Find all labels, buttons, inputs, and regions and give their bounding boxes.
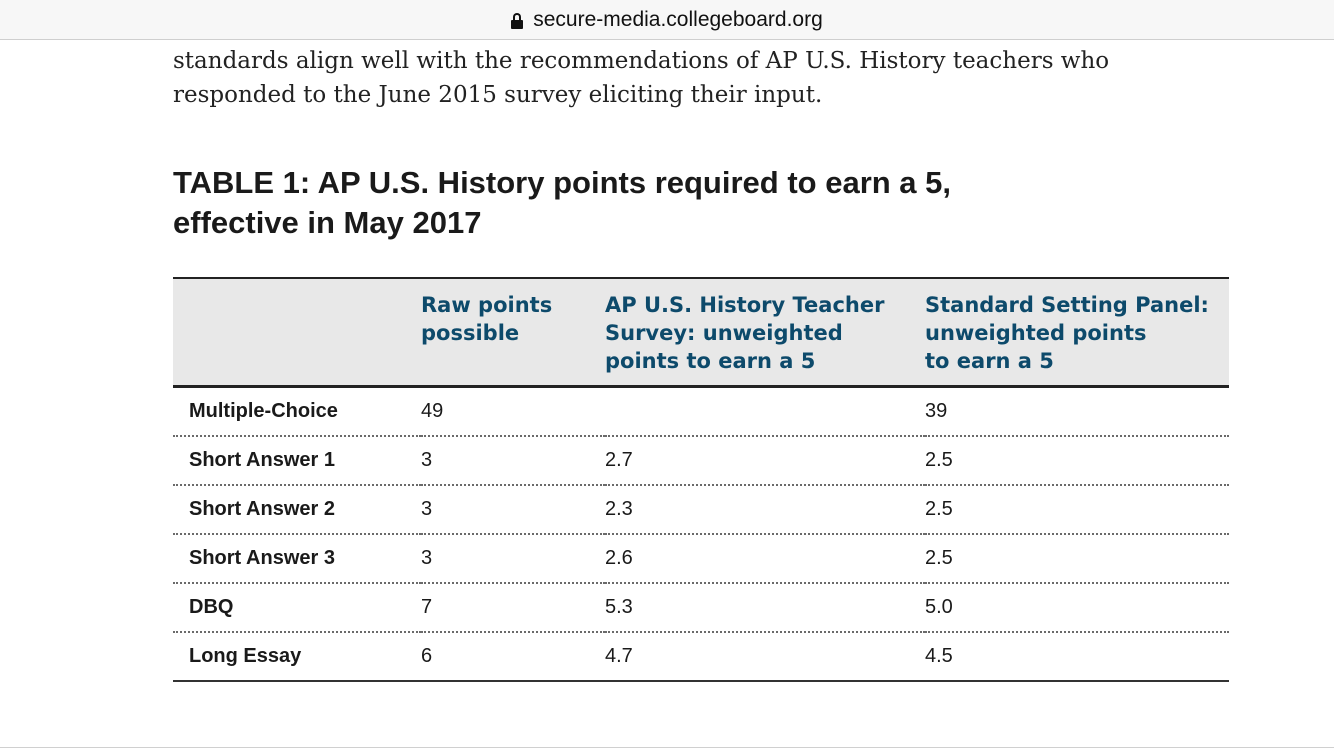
header-line: to earn a 5 <box>925 349 1054 373</box>
raw-points-cell: 49 <box>421 387 605 437</box>
table-title <box>173 163 1173 243</box>
header-line: points to earn a 5 <box>605 349 816 373</box>
header-raw-points <box>421 278 605 387</box>
teacher-survey-cell: 4.7 <box>605 632 925 681</box>
table-row <box>173 534 1229 583</box>
table-title-line: TABLE 1: AP U.S. History points required to earn a 5, <box>173 165 952 200</box>
row-label: Short Answer 3 <box>173 534 421 583</box>
row-label: Multiple-Choice <box>173 387 421 437</box>
header-empty <box>173 278 421 387</box>
panel-cell: 5.0 <box>925 583 1229 632</box>
panel-cell: 2.5 <box>925 534 1229 583</box>
header-line: possible <box>421 321 520 345</box>
teacher-survey-cell: 2.3 <box>605 485 925 534</box>
teacher-survey-cell <box>605 387 925 437</box>
table-row <box>173 387 1229 437</box>
raw-points-cell: 7 <box>421 583 605 632</box>
panel-cell: 4.5 <box>925 632 1229 681</box>
lock-icon <box>511 13 523 29</box>
teacher-survey-cell: 2.7 <box>605 436 925 485</box>
table-row <box>173 632 1229 681</box>
raw-points-cell: 6 <box>421 632 605 681</box>
raw-points-cell: 3 <box>421 485 605 534</box>
row-label: Short Answer 2 <box>173 485 421 534</box>
table-header-row <box>173 278 1229 387</box>
table-row <box>173 583 1229 632</box>
row-label: DBQ <box>173 583 421 632</box>
article-line: responded to the June 2015 survey eliciting their input. <box>173 82 823 108</box>
address-bar[interactable] <box>0 0 1334 40</box>
header-standard-setting-panel <box>925 278 1229 387</box>
header-line: Standard Setting Panel: <box>925 293 1209 317</box>
header-line: Survey: unweighted <box>605 321 843 345</box>
header-line: AP U.S. History Teacher <box>605 293 885 317</box>
points-table <box>173 277 1229 682</box>
header-line: Raw points <box>421 293 553 317</box>
table-row <box>173 485 1229 534</box>
table-row <box>173 436 1229 485</box>
teacher-survey-cell: 5.3 <box>605 583 925 632</box>
article-line: standards align well with the recommendations of AP U.S. History teachers who <box>173 48 1110 74</box>
row-label: Long Essay <box>173 632 421 681</box>
table-title-line: effective in May 2017 <box>173 205 482 240</box>
header-teacher-survey <box>605 278 925 387</box>
teacher-survey-cell: 2.6 <box>605 534 925 583</box>
bottom-divider <box>0 747 1334 748</box>
row-label: Short Answer 1 <box>173 436 421 485</box>
panel-cell: 2.5 <box>925 485 1229 534</box>
article-body <box>173 44 1233 112</box>
panel-cell: 2.5 <box>925 436 1229 485</box>
header-line: unweighted points <box>925 321 1147 345</box>
raw-points-cell: 3 <box>421 436 605 485</box>
url-text[interactable]: secure-media.collegeboard.org <box>533 7 823 31</box>
raw-points-cell: 3 <box>421 534 605 583</box>
panel-cell: 39 <box>925 387 1229 437</box>
